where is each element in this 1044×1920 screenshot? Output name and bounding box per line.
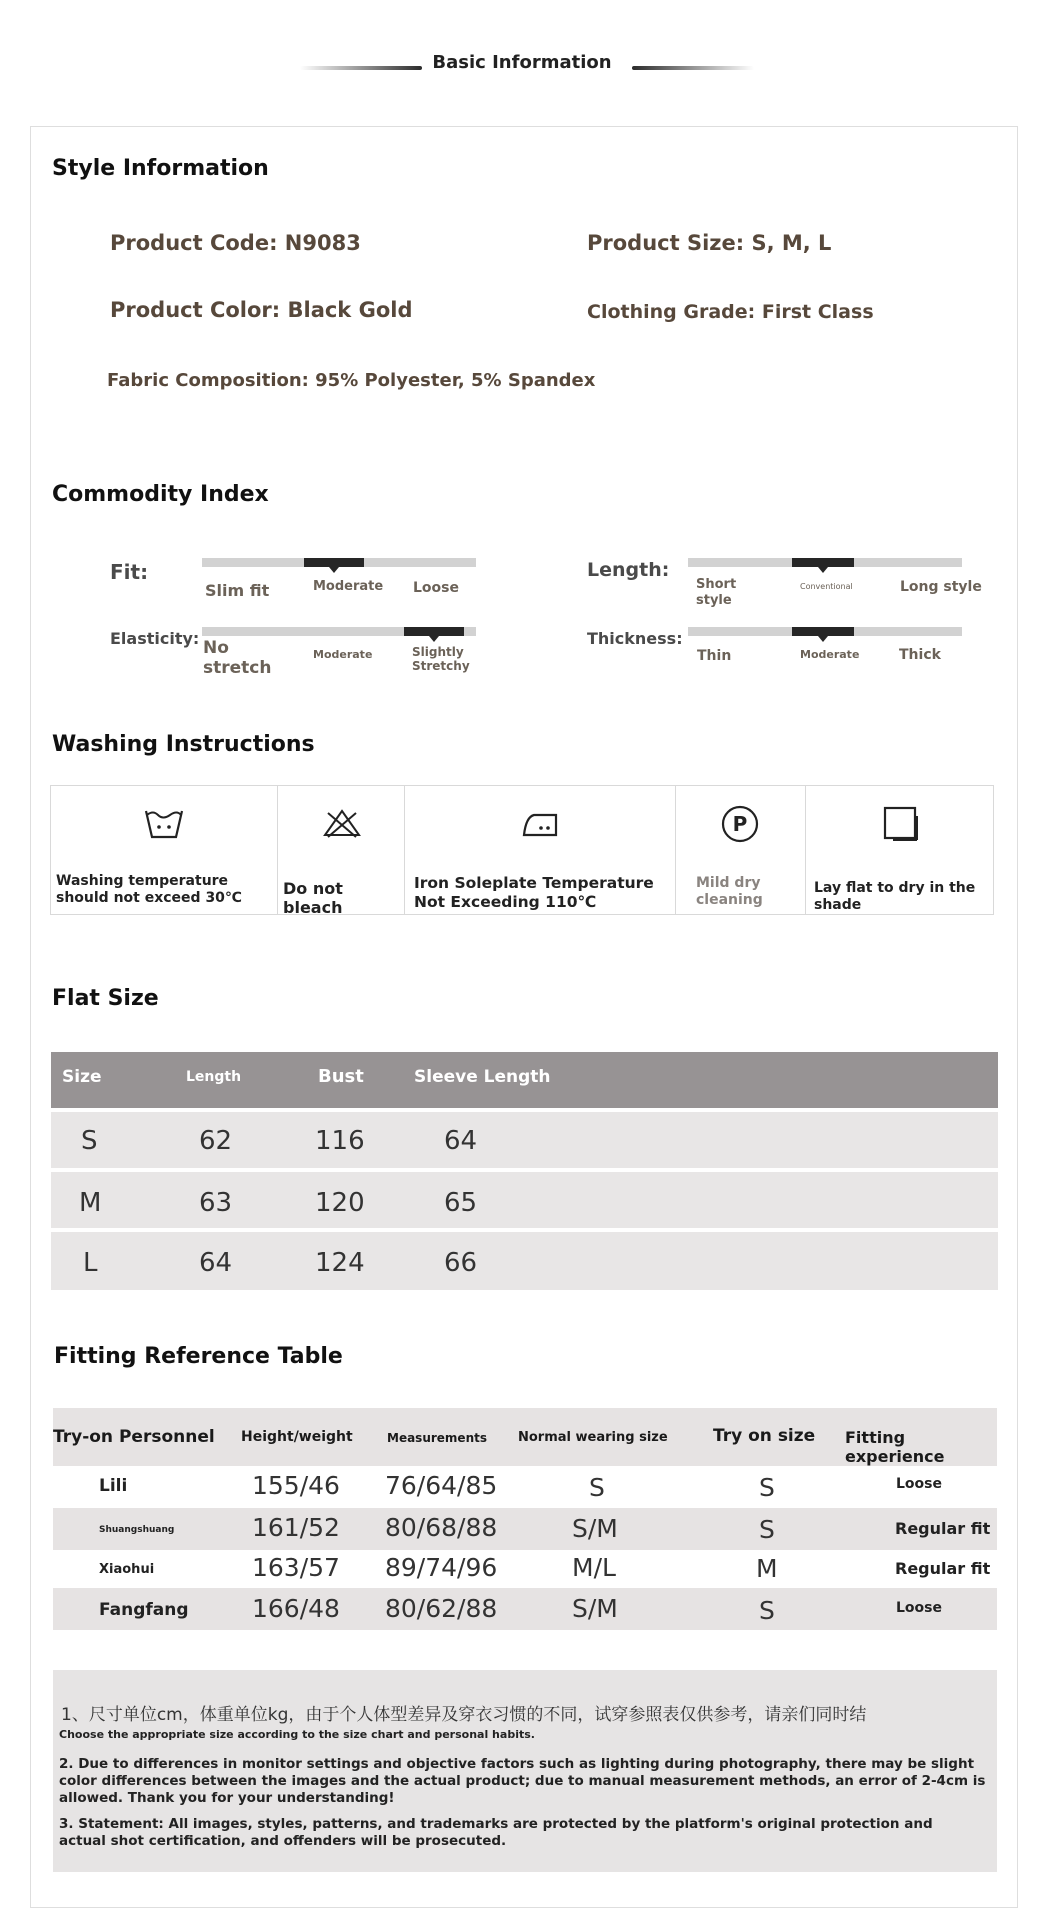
product-color: Product Color: Black Gold <box>110 298 413 322</box>
personnel-name: Fangfang <box>99 1600 189 1620</box>
flat-size-header-size: Size <box>62 1067 102 1087</box>
length-label: Length: <box>587 559 670 581</box>
wash-30-icon <box>144 805 184 839</box>
length-option-long: Long style <box>900 579 982 595</box>
thickness-option-thin: Thin <box>697 648 732 664</box>
elasticity-scale-marker <box>404 627 464 636</box>
fitting-header-experience: Fitting experience <box>845 1428 945 1466</box>
thickness-option-moderate: Moderate <box>800 648 860 661</box>
length-option-short: Short style <box>696 577 737 608</box>
fit-scale-marker <box>304 558 364 567</box>
height-weight-cell: 161/52 <box>252 1513 340 1542</box>
normal-size-cell: S/M <box>572 1514 618 1543</box>
content-frame <box>30 126 1018 1908</box>
elasticity-label: Elasticity: <box>110 629 200 648</box>
wash-text-bleach: Do not bleach <box>283 879 343 918</box>
note-line2: 2. Due to differences in monitor settings and objective factors such as lighting during photography, there may be slight color differences between the images and the actual product; due to manual measurement methods, an error of 2-4cm is allowed. Thank you for your understanding! <box>59 1756 986 1806</box>
fitting-header-try-size: Try on size <box>713 1426 816 1446</box>
try-size-cell: S <box>759 1596 775 1625</box>
fit-option-moderate: Moderate <box>313 579 384 594</box>
fit-option-loose: Loose <box>413 580 459 596</box>
try-size-cell: S <box>759 1473 775 1502</box>
fitting-header-personnel: Try-on Personnel <box>53 1427 215 1447</box>
fit-marker-pointer <box>329 567 339 573</box>
thickness-option-thick: Thick <box>899 647 941 663</box>
flat-size-header-sleeve: Sleeve Length <box>414 1067 551 1087</box>
wash-text-iron: Iron Soleplate Temperature Not Exceeding 110℃ <box>414 874 654 911</box>
flat-size-header-bust: Bust <box>318 1066 364 1087</box>
svg-text:P: P <box>732 812 748 836</box>
washing-title: Washing Instructions <box>52 732 315 757</box>
sleeve-cell: 66 <box>444 1248 478 1278</box>
measurements-cell: 89/74/96 <box>385 1553 498 1582</box>
normal-size-cell: S/M <box>572 1594 618 1623</box>
fitting-header-normal-size: Normal wearing size <box>518 1430 668 1445</box>
wash-text-temp: Washing temperature should not exceed 30℃ <box>56 873 242 906</box>
style-info-title: Style Information <box>52 156 269 181</box>
thickness-scale-marker <box>792 627 854 636</box>
fitting-title: Fitting Reference Table <box>54 1344 343 1369</box>
experience-cell: Loose <box>896 1476 942 1492</box>
bust-cell: 124 <box>315 1248 365 1278</box>
fitting-header-measurements: Measurements <box>387 1431 487 1445</box>
personnel-name: Shuangshuang <box>99 1525 175 1535</box>
commodity-index-title: Commodity Index <box>52 482 269 507</box>
note-line1-en: Choose the appropriate size according to the size chart and personal habits. <box>59 1728 535 1741</box>
iron-medium-icon <box>520 807 560 841</box>
height-weight-cell: 166/48 <box>252 1594 340 1623</box>
product-code: Product Code: N9083 <box>110 231 361 255</box>
fabric-composition: Fabric Composition: 95% Polyester, 5% Spandex <box>107 370 596 391</box>
size-cell: M <box>79 1188 102 1218</box>
try-size-cell: M <box>756 1554 778 1583</box>
sleeve-cell: 65 <box>444 1188 478 1218</box>
notes-box <box>53 1670 997 1872</box>
elasticity-option-no-stretch: No stretch <box>203 638 272 679</box>
dry-flat-shade-icon <box>881 804 921 844</box>
header-decor-line-right <box>632 66 754 70</box>
elasticity-option-slightly-stretchy: Slightly Stretchy <box>412 645 470 674</box>
experience-cell: Loose <box>896 1600 942 1616</box>
note-line3: 3. Statement: All images, styles, patterns, and trademarks are protected by the platform's original protection and actual shot certification, and offenders will be prosecuted. <box>59 1816 933 1849</box>
length-cell: 64 <box>199 1248 233 1278</box>
table-row <box>53 1588 997 1630</box>
flat-size-title: Flat Size <box>52 986 159 1011</box>
elasticity-option-moderate: Moderate <box>313 648 373 661</box>
sleeve-cell: 64 <box>444 1126 478 1156</box>
try-size-cell: S <box>759 1515 775 1544</box>
do-not-bleach-icon <box>322 807 362 839</box>
dry-clean-p-icon <box>720 804 760 844</box>
fit-option-slim: Slim fit <box>205 581 270 600</box>
personnel-name: Xiaohui <box>99 1562 155 1577</box>
measurements-cell: 80/62/88 <box>385 1594 498 1623</box>
elasticity-marker-pointer <box>429 636 439 642</box>
length-scale-marker <box>792 558 854 567</box>
table-row <box>51 1172 998 1228</box>
length-cell: 63 <box>199 1188 233 1218</box>
measurements-cell: 76/64/85 <box>385 1471 498 1500</box>
bust-cell: 120 <box>315 1188 365 1218</box>
table-row <box>53 1508 997 1550</box>
flat-size-header-length: Length <box>186 1069 242 1085</box>
flat-size-header-row <box>51 1052 998 1108</box>
experience-cell: Regular fit <box>895 1559 991 1578</box>
fitting-header-height-weight: Height/weight <box>241 1429 353 1445</box>
table-row <box>53 1550 997 1588</box>
measurements-cell: 80/68/88 <box>385 1513 498 1542</box>
table-row <box>51 1112 998 1168</box>
size-cell: L <box>83 1248 98 1278</box>
bust-cell: 116 <box>315 1126 365 1156</box>
thickness-marker-pointer <box>818 636 828 642</box>
product-size: Product Size: S, M, L <box>587 231 832 255</box>
length-marker-pointer <box>818 567 828 573</box>
normal-size-cell: S <box>589 1473 605 1502</box>
length-cell: 62 <box>199 1126 233 1156</box>
table-row <box>51 1232 998 1290</box>
length-option-conventional: Conventional <box>800 582 853 591</box>
personnel-name: Lili <box>99 1476 128 1496</box>
wash-text-dry: Lay flat to dry in the shade <box>814 880 976 913</box>
table-row <box>53 1466 997 1508</box>
washing-table <box>50 785 994 918</box>
fit-label: Fit: <box>110 560 149 584</box>
size-cell: S <box>81 1126 98 1156</box>
wash-text-dryclean: Mild dry cleaning <box>696 875 763 908</box>
height-weight-cell: 155/46 <box>252 1471 340 1500</box>
page-title: Basic Information <box>432 52 612 73</box>
note-line1-cn: 1、尺寸单位cm，体重单位kg，由于个人体型差异及穿衣习惯的不同，试穿参照表仅供参考，请亲们同时结 <box>61 1705 867 1725</box>
experience-cell: Regular fit <box>895 1519 991 1538</box>
fitting-header-row <box>53 1408 997 1466</box>
height-weight-cell: 163/57 <box>252 1553 340 1582</box>
normal-size-cell: M/L <box>572 1553 616 1582</box>
thickness-label: Thickness: <box>587 629 683 648</box>
clothing-grade: Clothing Grade: First Class <box>587 301 874 323</box>
